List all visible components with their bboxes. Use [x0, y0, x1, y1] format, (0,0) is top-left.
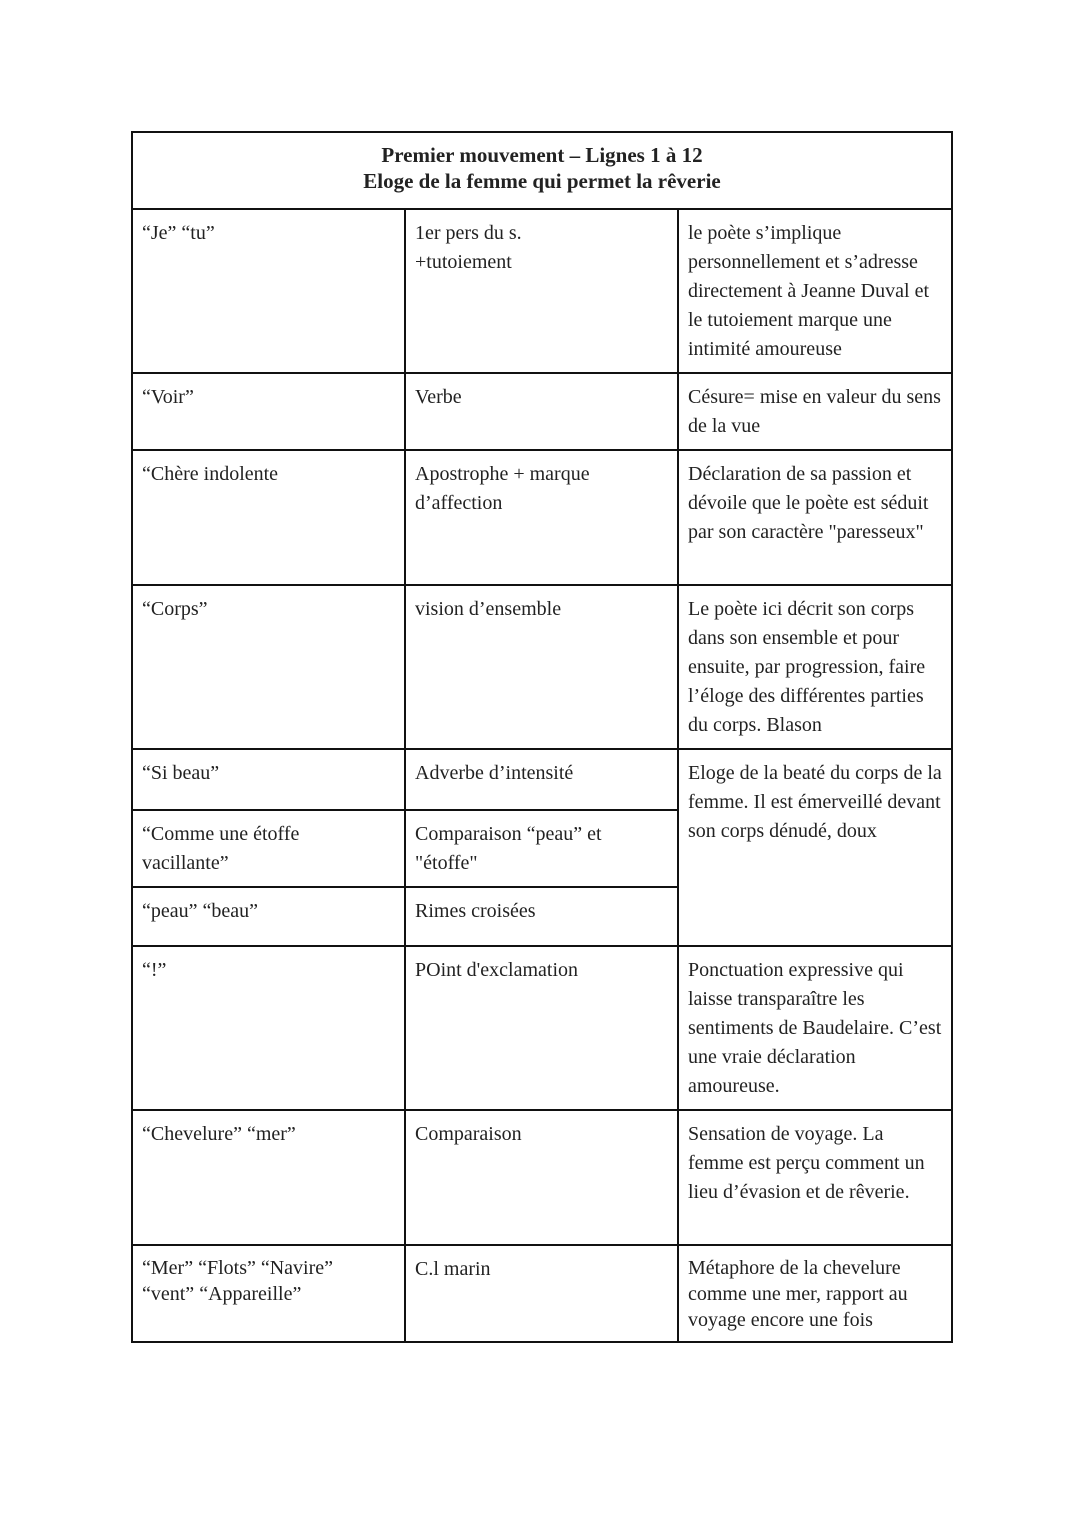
technique-cell: Comparaison “peau” et "étoffe": [405, 810, 678, 887]
technique-cell: POint d'exclamation: [405, 946, 678, 1110]
title-line-2: Eloge de la femme qui permet la rêverie: [363, 169, 721, 193]
quote-cell: “Si beau”: [132, 749, 405, 810]
quote-cell: “!”: [132, 946, 405, 1110]
quote-cell: “peau” “beau”: [132, 887, 405, 946]
technique-cell: Comparaison: [405, 1110, 678, 1245]
table-header-row: [132, 132, 952, 209]
technique-cell: Adverbe d’intensité: [405, 749, 678, 810]
interpretation-cell: Ponctuation expressive qui laisse transparaître les sentiments de Baudelaire. C’est une vraie déclaration amoureuse.: [678, 946, 952, 1110]
table-row: [132, 209, 952, 373]
technique-cell: 1er pers du s. +tutoiement: [405, 209, 678, 373]
technique-cell: C.l marin: [405, 1245, 678, 1342]
quote-cell: “Corps”: [132, 585, 405, 749]
table-row: [132, 373, 952, 450]
table-row: [132, 749, 952, 810]
interpretation-cell: Métaphore de la chevelure comme une mer, rapport au voyage encore une fois: [678, 1245, 952, 1342]
quote-line-1: “Mer” “Flots” “Navire”: [142, 1257, 334, 1279]
interpretation-cell: Sensation de voyage. La femme est perçu comment un lieu d’évasion et de rêverie.: [678, 1110, 952, 1245]
table-row: [132, 585, 952, 749]
technique-cell: Verbe: [405, 373, 678, 450]
interpretation-cell: Déclaration de sa passion et dévoile que le poète est séduit par son caractère "paresseux": [678, 450, 952, 585]
table-row: [132, 1110, 952, 1245]
analysis-table: [131, 131, 953, 1343]
quote-cell: “Voir”: [132, 373, 405, 450]
table-title: [132, 132, 952, 209]
table-row: [132, 450, 952, 585]
table-row: [132, 1245, 952, 1342]
table-row: [132, 946, 952, 1110]
quote-cell: “Je” “tu”: [132, 209, 405, 373]
quote-cell: “Chère indolente: [132, 450, 405, 585]
interpretation-cell: le poète s’implique personnellement et s’adresse directement à Jeanne Duval et le tutoiement marque une intimité amoureuse: [678, 209, 952, 373]
technique-cell: Apostrophe + marque d’affection: [405, 450, 678, 585]
interpretation-cell: Césure= mise en valeur du sens de la vue: [678, 373, 952, 450]
interpretation-cell: Eloge de la beaté du corps de la femme. Il est émerveillé devant son corps dénudé, doux: [678, 749, 952, 946]
interpretation-cell: Le poète ici décrit son corps dans son ensemble et pour ensuite, par progression, faire l’éloge des différentes parties du corps. Blason: [678, 585, 952, 749]
quote-cell: “Chevelure” “mer”: [132, 1110, 405, 1245]
quote-cell: [132, 1245, 405, 1342]
quote-cell: “Comme une étoffe vacillante”: [132, 810, 405, 887]
quote-line-2: “vent” “Appareille”: [142, 1283, 302, 1305]
technique-cell: Rimes croisées: [405, 887, 678, 946]
technique-cell: vision d’ensemble: [405, 585, 678, 749]
title-line-1: Premier mouvement – Lignes 1 à 12: [381, 143, 703, 167]
